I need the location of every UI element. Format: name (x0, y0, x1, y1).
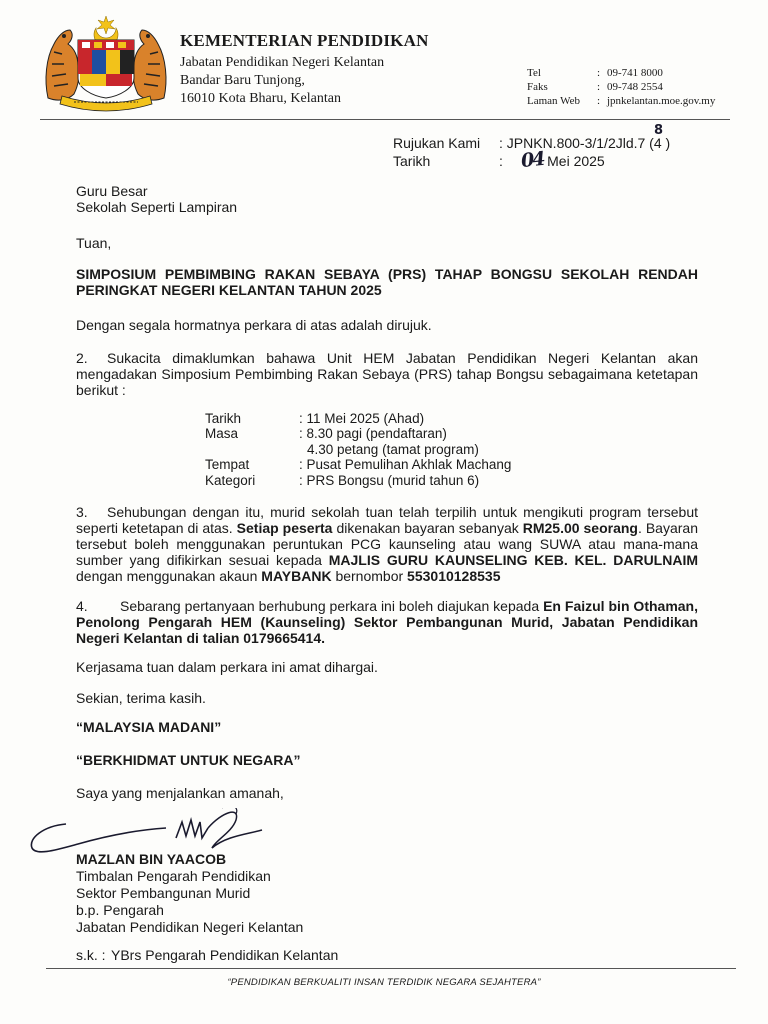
jata-negara-crest-icon (40, 14, 172, 112)
detail-row (205, 473, 511, 488)
tarikh-line: Tarikh : 04 Mei 2025 (393, 147, 605, 173)
reference-block (393, 123, 671, 173)
tarikh-label: Tarikh (393, 153, 431, 169)
contact-value: 09-741 8000 (607, 67, 663, 79)
website-link[interactable]: jpnkelantan.moe.gov.my (607, 95, 716, 107)
detail-label: Kategori (205, 472, 256, 488)
detail-label: Masa (205, 426, 239, 442)
recipient-block (76, 183, 237, 215)
signatory-line: Timbalan Pengarah Pendidikan (76, 868, 271, 884)
recipient-line: Guru Besar (76, 183, 148, 199)
rujukan-handwritten: 8 (654, 123, 664, 138)
signatory-line: Jabatan Pendidikan Negeri Kelantan (76, 919, 304, 935)
contact-fax: Faks : 09-748 2554 (527, 81, 663, 93)
detail-row (205, 426, 511, 441)
rujukan-value: : JPNKN.800-3/1/2Jld.7 (4 ) (499, 135, 671, 151)
paragraph-number: 4. (76, 598, 88, 614)
signatory-block (76, 851, 303, 936)
contact-value: 09-748 2554 (607, 81, 663, 93)
contact-web: Laman Web : jpnkelantan.moe.gov.my (527, 95, 716, 107)
detail-value: : Pusat Pemulihan Akhlak Machang (299, 457, 512, 473)
detail-value: : 8.30 pagi (pendaftaran) (299, 426, 447, 442)
contact-person: En Faizul bin Othaman, Penolong Pengarah HEM (Kaunseling) Sektor Pembangunan Murid, Jabatan Pendidikan Negeri Kelantan di talian 0179665414. (76, 598, 698, 646)
address-line: 16010 Kota Bharu, Kelantan (180, 91, 341, 106)
footer-divider (46, 968, 736, 969)
detail-value: : 11 Mei 2025 (Ahad) (299, 411, 425, 426)
contact-label: Faks (527, 81, 548, 93)
ministry-address (180, 54, 384, 108)
contact-block (527, 66, 715, 108)
salutation: Tuan, (76, 235, 112, 251)
account-number: 553010128535 (407, 568, 501, 584)
paragraph-number: 2. (76, 350, 88, 366)
paragraph-4: 4. Sebarang pertanyaan berhubung perkara ini boleh diajukan kepada En Faizul bin Othaman, Penolong Pengarah HEM (Kaunseling) Sektor Pembangunan Murid, Jabatan Pendidikan Negeri Kelantan di talian 0179665414. (76, 598, 698, 646)
fee-amount: RM25.00 seorang (522, 520, 638, 536)
paragraph-3: 3. Sehubungan dengan itu, murid sekolah tuan telah terpilih untuk mengikuti program tersebut seperti ketetapan di atas. Setiap peserta dikenakan bayaran sebanyak RM25.00 seorang. Bayaran tersebut boleh menggunakan peruntukan PCG kaunseling atau wang SUWA atau mana-mana sumber yang difikirkan sesuai kepada MAJLIS GURU KAUNSELING KEB. KEL. DARULNAIM dengan menggunakan akaun MAYBANK bernombor 553010128535 (76, 504, 698, 584)
tarikh-handwritten: 04 (519, 147, 545, 173)
bold-text: Setiap peserta (236, 520, 333, 536)
letter-subject: SIMPOSIUM PEMBIMBING RAKAN SEBAYA (PRS) TAHAP BONGSU SEKOLAH RENDAH PERINGKAT NEGERI KELANTAN TAHUN 2025 (76, 266, 698, 298)
contact-label: Laman Web (527, 95, 580, 107)
footer-slogan: “PENDIDIKAN BERKUALITI INSAN TERDIDIK NEGARA SEJAHTERA” (227, 977, 541, 988)
signatory-line: Sektor Pembangunan Murid (76, 885, 251, 901)
detail-label: Tempat (205, 457, 250, 473)
detail-row (205, 442, 511, 457)
motto-berkhidmat: “BERKHIDMAT UNTUK NEGARA” (76, 752, 301, 768)
letterhead-divider (40, 119, 730, 120)
address-line: Bandar Baru Tunjong, (180, 73, 305, 88)
bank-name: MAYBANK (261, 568, 332, 584)
recipient-line: Sekolah Seperti Lampiran (76, 199, 238, 215)
tarikh-value: Mei 2025 (547, 153, 605, 169)
amanah-line: Saya yang menjalankan amanah, (76, 785, 284, 801)
paragraph-2 (76, 350, 698, 398)
motto-malaysia-madani: “MALAYSIA MADANI” (76, 719, 222, 735)
contact-label: Tel (527, 67, 541, 79)
copy-to (76, 947, 338, 963)
detail-value: 4.30 petang (tamat program) (307, 441, 479, 457)
closing-line: Sekian, terima kasih. (76, 690, 206, 706)
paragraph-text: Sukacita dimaklumkan bahawa Unit HEM Jabatan Pendidikan Negeri Kelantan akan mengadakan Simposium Pembimbing Rakan Sebaya (PRS) tahap Bongsu sebagaimana ketetapan berikut : (76, 350, 698, 398)
paragraph-5: Kerjasama tuan dalam perkara ini amat dihargai. (76, 659, 378, 675)
detail-row (205, 411, 511, 426)
sk-value: YBrs Pengarah Pendidikan Kelantan (111, 947, 339, 963)
rujukan-label: Rujukan Kami (393, 135, 481, 151)
sk-label: s.k. : (76, 947, 106, 963)
event-details (205, 411, 511, 488)
signatory-line: b.p. Pengarah (76, 902, 164, 918)
signatory-name: MAZLAN BIN YAACOB (76, 851, 227, 867)
contact-tel: Tel : 09-741 8000 (527, 67, 663, 79)
detail-value: : PRS Bongsu (murid tahun 6) (299, 472, 480, 488)
detail-label: Tarikh (205, 411, 242, 426)
detail-row (205, 457, 511, 472)
paragraph-number: 3. (76, 504, 88, 520)
payee-name: MAJLIS GURU KAUNSELING KEB. KEL. DARULNAIM (328, 552, 698, 568)
paragraph-1: Dengan segala hormatnya perkara di atas adalah dirujuk. (76, 317, 432, 333)
address-line: Jabatan Pendidikan Negeri Kelantan (180, 55, 385, 70)
ministry-name: KEMENTERIAN PENDIDIKAN (180, 31, 429, 50)
